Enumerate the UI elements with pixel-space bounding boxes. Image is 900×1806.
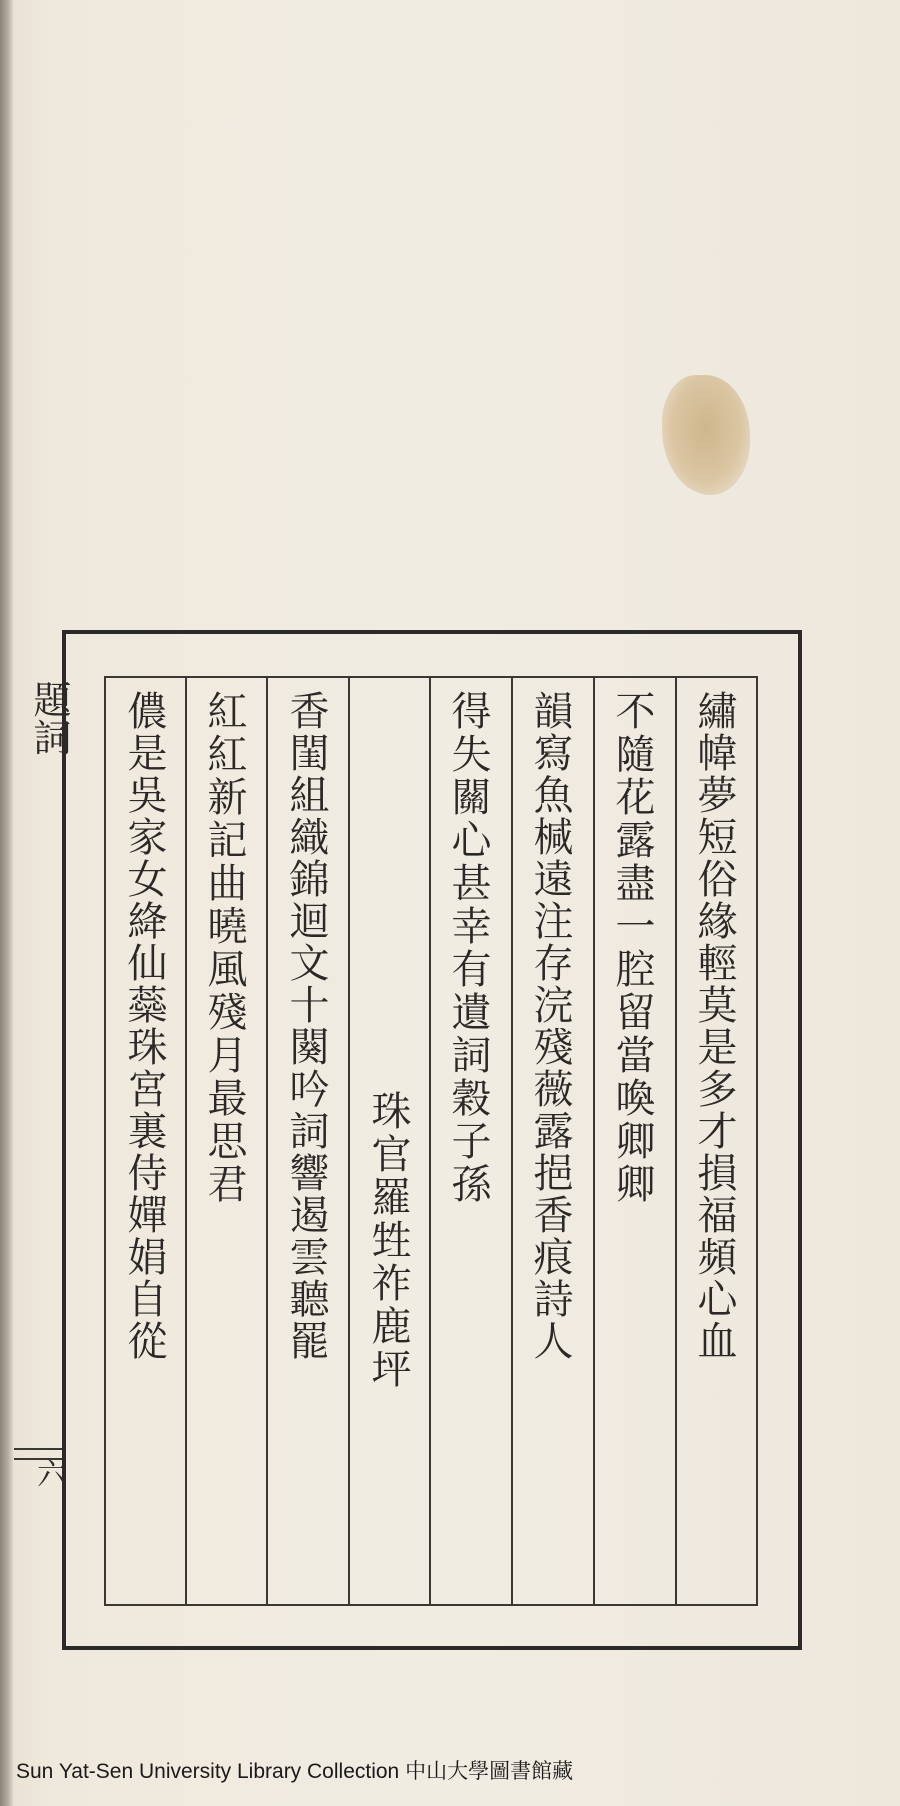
text-column: 儂是吳家女絳仙蘂珠宮裏侍嬋娟自從 [121,690,167,1362]
author-signature: 珠官羅甡祚鹿坪 [365,1090,411,1391]
spine-shadow [0,0,14,1806]
text-column: 韻寫魚椷遠注存浣殘薇露挹香痕詩人 [527,690,573,1362]
text-column: 繡幃夢短俗緣輕莫是多才損福頻心血 [691,690,737,1362]
text-column: 香閨組織錦迴文十闋吟詞響遏雲聽罷 [283,690,329,1362]
column-divider [429,676,431,1606]
text-column: 紅紅新記曲曉風殘月最思君 [201,690,247,1206]
paper-stain [662,375,750,495]
margin-rule [14,1448,64,1450]
page-number: 六 [31,1458,66,1488]
column-divider [266,676,268,1606]
column-divider [593,676,595,1606]
column-divider [511,676,513,1606]
column-divider [675,676,677,1606]
text-column: 得失關心甚幸有遺詞穀子孫 [445,690,491,1206]
column-divider [185,676,187,1606]
column-divider [348,676,350,1606]
text-column: 不隨花露盡一腔留當喚卿卿 [609,690,655,1206]
section-title: 題詞 [27,680,71,756]
collection-credit: Sun Yat-Sen University Library Collection 中山大學圖書館藏 [16,1760,574,1783]
